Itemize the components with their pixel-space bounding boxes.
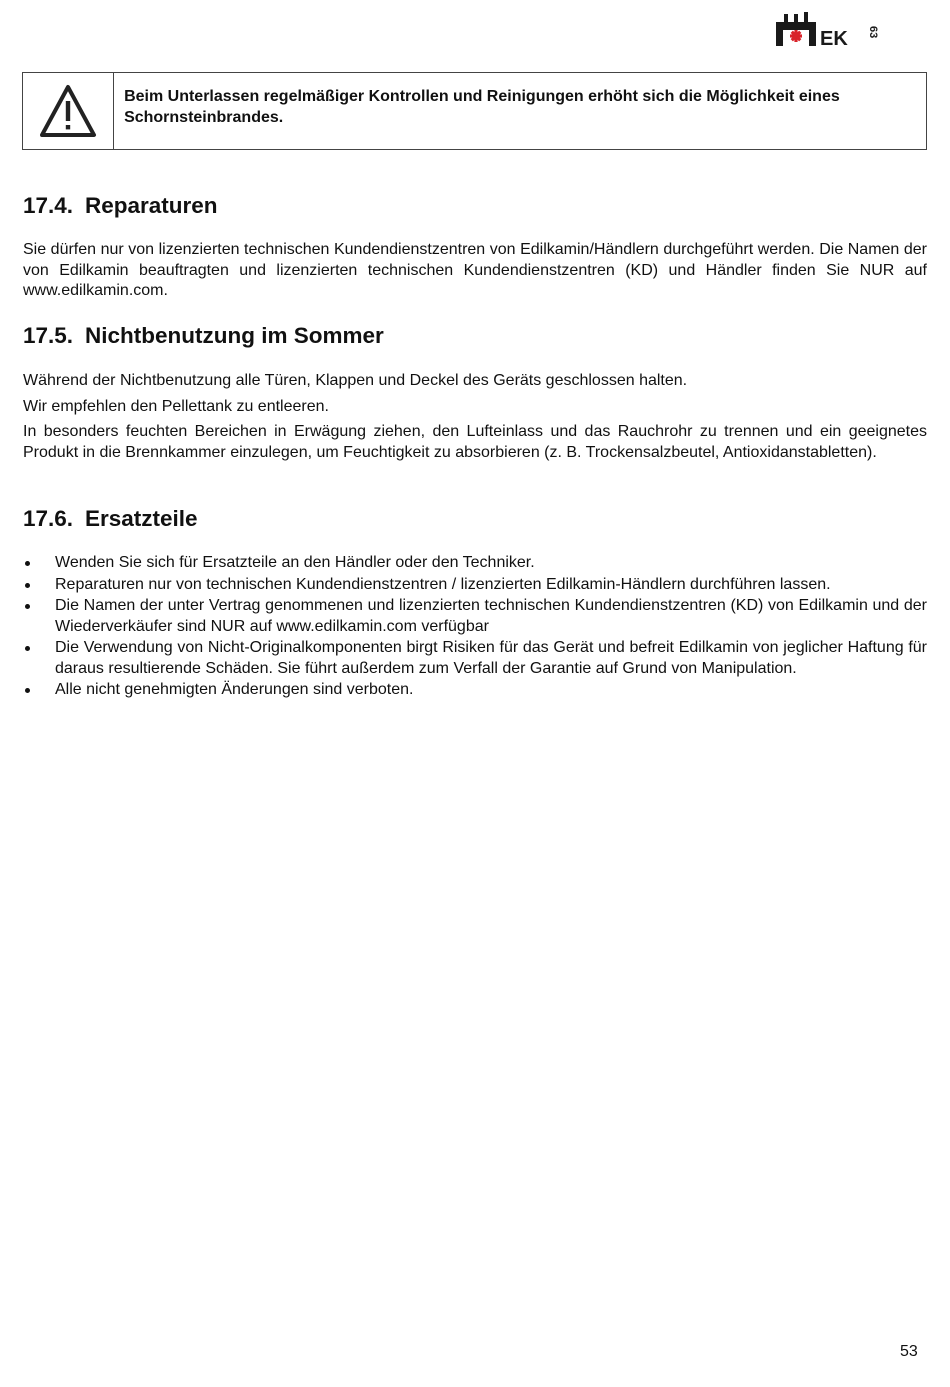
section-number: 17.5.: [23, 323, 74, 348]
warning-triangle-icon: [39, 84, 97, 138]
paragraph: Sie dürfen nur von lizenzierten technischen Kundendienstzentren von Edilkamin/Händlern durchgeführt werden. Die Namen der von Edilkamin beauftragten und lizenzierten technischen Kundendienstzentren (KD) und Händler finden Sie NUR auf www.edilkamin.com.: [23, 241, 927, 299]
list-item-text: Reparaturen nur von technischen Kundendienstzentren / lizenzierten Edilkamin-Händlern durchführen lassen.: [55, 575, 831, 593]
warning-icon-cell: [23, 73, 114, 149]
section-heading-ersatzteile: [23, 506, 198, 532]
list-item: [23, 553, 927, 574]
list-item: [23, 575, 927, 596]
list-item: [23, 680, 927, 701]
list-item-text: Wenden Sie sich für Ersatzteile an den Händler oder den Techniker.: [55, 554, 535, 571]
bullet-icon: [25, 561, 30, 566]
list-item-text: Die Verwendung von Nicht-Originalkomponenten birgt Risiken für das Gerät und befreit Edilkamin von jeglicher Haftung für daraus resultierende Schäden. Sie führt außerdem zum Verfall der Garantie auf Grund von Manipulation.: [55, 639, 927, 677]
warning-text: Beim Unterlassen regelmäßiger Kontrollen und Reinigungen erhöht sich die Möglichkeit eines Schornsteinbrandes.: [124, 88, 840, 126]
brand-logo: [774, 8, 882, 48]
bullet-icon: [25, 583, 30, 588]
page-number: 53: [900, 1343, 918, 1360]
warning-box: [22, 72, 927, 150]
section-title: Nichtbenutzung im Sommer: [85, 323, 384, 348]
paragraph: In besonders feuchten Bereichen in Erwägung ziehen, den Lufteinlass und das Rauchrohr zu trennen und ein geeignetes Produkt in die Brennkammer einzulegen, um Feuchtigkeit zu absorbieren (z. B. Trockensalzbeutel, Antioxidanstabletten).: [23, 423, 927, 461]
paragraph: Wir empfehlen den Pellettank zu entleeren.: [23, 398, 329, 415]
section-title: Reparaturen: [85, 193, 218, 218]
section-number: 17.6.: [23, 506, 74, 531]
logo-text: EK: [820, 28, 848, 48]
ek63-logo-icon: [774, 8, 882, 48]
section-number: 17.4.: [23, 193, 74, 218]
list-item: [23, 596, 927, 637]
bullet-icon: [25, 604, 30, 609]
list-item-text: Alle nicht genehmigten Änderungen sind verboten.: [55, 681, 414, 698]
list-item-text: Die Namen der unter Vertrag genommenen und lizenzierten technischen Kundendienstzentren (KD) von Edilkamin und der Wiederverkäufer sind NUR auf www.edilkamin.com verfügbar: [55, 597, 927, 635]
section-title: Ersatzteile: [85, 506, 198, 531]
ersatzteile-list: [23, 553, 927, 702]
section-heading-nichtbenutzung: [23, 323, 384, 349]
bullet-icon: [25, 688, 30, 693]
list-item: [23, 638, 927, 679]
logo-number: 63: [867, 26, 879, 39]
section-heading-reparaturen: [23, 193, 218, 219]
paragraph: Während der Nichtbenutzung alle Türen, Klappen und Deckel des Geräts geschlossen halten.: [23, 372, 688, 389]
bullet-icon: [25, 646, 30, 651]
